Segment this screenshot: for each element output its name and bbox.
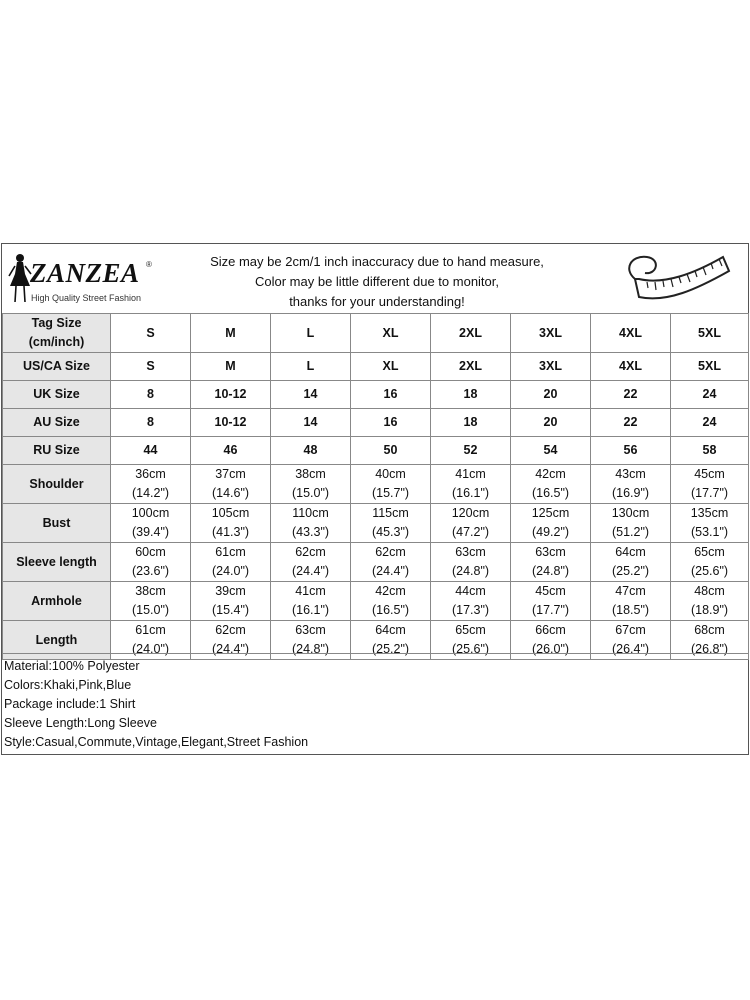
measure-cm: 100cm bbox=[131, 506, 170, 520]
measure-inch: (41.3") bbox=[211, 525, 250, 539]
measure-cm: 125cm bbox=[531, 506, 570, 520]
measure-cell bbox=[351, 543, 431, 582]
size-cell: 48 bbox=[271, 437, 351, 465]
measure-cell bbox=[431, 543, 511, 582]
size-row bbox=[3, 437, 749, 465]
measuring-tape-icon bbox=[617, 249, 737, 307]
size-cell: 46 bbox=[191, 437, 271, 465]
size-cell: 3XL bbox=[511, 353, 591, 381]
measure-cell bbox=[111, 582, 191, 621]
measure-cm: 62cm bbox=[295, 545, 326, 559]
brand-tagline: High Quality Street Fashion bbox=[31, 293, 142, 303]
size-cell: M bbox=[191, 314, 271, 353]
measure-cm: 120cm bbox=[451, 506, 490, 520]
measure-cm: 115cm bbox=[372, 506, 409, 520]
measure-cell bbox=[271, 504, 351, 543]
measure-cm: 41cm bbox=[295, 584, 326, 598]
measure-inch: (17.7") bbox=[531, 603, 570, 617]
measure-cell bbox=[591, 465, 671, 504]
measure-cell bbox=[511, 465, 591, 504]
size-chart bbox=[1, 243, 749, 755]
measure-inch: (24.8") bbox=[451, 564, 490, 578]
measure-inch: (25.2") bbox=[371, 642, 410, 656]
measure-cell bbox=[591, 504, 671, 543]
measure-cm: 62cm bbox=[215, 623, 246, 637]
measure-inch: (26.4") bbox=[611, 642, 650, 656]
measure-cm: 38cm bbox=[135, 584, 166, 598]
measure-cell bbox=[191, 465, 271, 504]
measure-cell bbox=[191, 504, 271, 543]
brand-logo bbox=[6, 252, 156, 307]
measure-inch: (15.7") bbox=[371, 486, 410, 500]
measure-inch: (15.0") bbox=[131, 603, 170, 617]
size-cell: 5XL bbox=[671, 314, 749, 353]
size-cell: 50 bbox=[351, 437, 431, 465]
measure-cell bbox=[191, 543, 271, 582]
measure-inch: (24.4") bbox=[291, 564, 330, 578]
measure-cm: 130cm bbox=[611, 506, 650, 520]
measure-cm: 38cm bbox=[295, 467, 326, 481]
measure-cm: 63cm bbox=[295, 623, 326, 637]
size-cell: 24 bbox=[671, 409, 749, 437]
chart-header bbox=[2, 244, 748, 314]
measure-row bbox=[3, 465, 749, 504]
size-cell: 16 bbox=[351, 409, 431, 437]
measure-cell bbox=[431, 504, 511, 543]
size-cell: 52 bbox=[431, 437, 511, 465]
measure-inch: (24.4") bbox=[371, 564, 410, 578]
measure-inch: (16.9") bbox=[611, 486, 650, 500]
measure-notice bbox=[182, 252, 572, 312]
measure-inch: (39.4") bbox=[131, 525, 170, 539]
measure-inch: (18.5") bbox=[611, 603, 650, 617]
size-cell: S bbox=[111, 353, 191, 381]
measure-cell bbox=[431, 465, 511, 504]
measure-inch: (24.0") bbox=[211, 564, 250, 578]
measure-cm: 66cm bbox=[535, 623, 566, 637]
measure-cm: 65cm bbox=[455, 623, 486, 637]
measure-inch: (26.8") bbox=[690, 642, 729, 656]
measure-inch: (17.3") bbox=[451, 603, 490, 617]
measure-cm: 64cm bbox=[375, 623, 406, 637]
notice-line: thanks for your understanding! bbox=[289, 294, 465, 309]
measure-cm: 39cm bbox=[215, 584, 246, 598]
measure-cm: 47cm bbox=[615, 584, 646, 598]
measure-cell bbox=[671, 582, 749, 621]
measure-cell bbox=[511, 582, 591, 621]
measure-cm: 68cm bbox=[694, 623, 725, 637]
measure-cm: 67cm bbox=[615, 623, 646, 637]
measure-inch: (14.6") bbox=[211, 486, 250, 500]
size-row bbox=[3, 409, 749, 437]
measure-cm: 48cm bbox=[694, 584, 725, 598]
size-cell: 18 bbox=[431, 381, 511, 409]
row-label: Armhole bbox=[3, 582, 111, 621]
measure-inch: (14.2") bbox=[131, 486, 170, 500]
measure-cm: 135cm bbox=[690, 506, 729, 520]
product-details bbox=[2, 653, 748, 752]
measure-inch: (15.0") bbox=[291, 486, 330, 500]
size-cell: 2XL bbox=[431, 314, 511, 353]
row-label: Bust bbox=[3, 504, 111, 543]
measure-cell bbox=[591, 543, 671, 582]
size-cell: 58 bbox=[671, 437, 749, 465]
size-cell: 16 bbox=[351, 381, 431, 409]
measure-inch: (23.6") bbox=[131, 564, 170, 578]
size-cell: M bbox=[191, 353, 271, 381]
size-cell: 56 bbox=[591, 437, 671, 465]
detail-style: Style:Casual,Commute,Vintage,Elegant,Street Fashion bbox=[4, 735, 309, 749]
measure-cell bbox=[671, 504, 749, 543]
measure-cell bbox=[271, 543, 351, 582]
measure-inch: (25.2") bbox=[611, 564, 650, 578]
measure-cm: 40cm bbox=[375, 467, 406, 481]
measure-inch: (24.8") bbox=[291, 642, 330, 656]
measure-cm: 43cm bbox=[615, 467, 646, 481]
measure-cell bbox=[191, 582, 271, 621]
measure-inch: (16.1") bbox=[451, 486, 490, 500]
brand-name: ZANZEA bbox=[30, 258, 140, 288]
row-label: Length bbox=[3, 621, 111, 660]
measure-cell bbox=[671, 543, 749, 582]
measure-cm: 105cm bbox=[211, 506, 250, 520]
size-cell: 54 bbox=[511, 437, 591, 465]
measure-cm: 45cm bbox=[694, 467, 725, 481]
size-cell: 4XL bbox=[591, 353, 671, 381]
size-cell: 10-12 bbox=[191, 381, 271, 409]
measure-cm: 64cm bbox=[615, 545, 646, 559]
measure-row bbox=[3, 543, 749, 582]
detail-sleeve-length: Sleeve Length:Long Sleeve bbox=[4, 716, 157, 730]
detail-colors: Colors:Khaki,Pink,Blue bbox=[4, 678, 132, 692]
row-label: RU Size bbox=[3, 437, 111, 465]
measure-cm: 62cm bbox=[375, 545, 406, 559]
measure-inch: (51.2") bbox=[611, 525, 650, 539]
measure-inch: (18.9") bbox=[690, 603, 729, 617]
row-label: Tag Size (cm/inch) bbox=[3, 314, 111, 353]
size-cell: 44 bbox=[111, 437, 191, 465]
measure-cm: 63cm bbox=[455, 545, 486, 559]
measure-cm: 63cm bbox=[535, 545, 566, 559]
size-cell: 10-12 bbox=[191, 409, 271, 437]
notice-line: Color may be little different due to monitor, bbox=[255, 274, 499, 289]
detail-package: Package include:1 Shirt bbox=[4, 697, 136, 711]
measure-inch: (24.4") bbox=[211, 642, 250, 656]
size-cell: 14 bbox=[271, 409, 351, 437]
measure-cm: 41cm bbox=[455, 467, 486, 481]
measure-cm: 61cm bbox=[215, 545, 246, 559]
size-cell: S bbox=[111, 314, 191, 353]
measure-cell bbox=[351, 504, 431, 543]
measure-row bbox=[3, 504, 749, 543]
measure-cell bbox=[271, 582, 351, 621]
registered-mark: ® bbox=[146, 260, 152, 269]
size-cell: 4XL bbox=[591, 314, 671, 353]
size-row bbox=[3, 314, 749, 353]
measure-inch: (16.5") bbox=[371, 603, 410, 617]
measure-inch: (53.1") bbox=[690, 525, 729, 539]
size-cell: 20 bbox=[511, 381, 591, 409]
notice-line: Size may be 2cm/1 inch inaccuracy due to hand measure, bbox=[210, 254, 544, 269]
measure-cm: 65cm bbox=[694, 545, 725, 559]
size-cell: 22 bbox=[591, 381, 671, 409]
size-cell: XL bbox=[351, 314, 431, 353]
measure-inch: (16.5") bbox=[531, 486, 570, 500]
measure-inch: (43.3") bbox=[291, 525, 330, 539]
size-table bbox=[2, 313, 749, 660]
measure-cm: 42cm bbox=[375, 584, 406, 598]
size-row bbox=[3, 381, 749, 409]
measure-cm: 45cm bbox=[535, 584, 566, 598]
row-label: UK Size bbox=[3, 381, 111, 409]
size-cell: 8 bbox=[111, 409, 191, 437]
size-cell: 2XL bbox=[431, 353, 511, 381]
measure-cm: 60cm bbox=[135, 545, 166, 559]
measure-inch: (24.8") bbox=[531, 564, 570, 578]
measure-inch: (15.4") bbox=[211, 603, 250, 617]
detail-material: Material:100% Polyester bbox=[4, 659, 140, 673]
measure-inch: (25.6") bbox=[690, 564, 729, 578]
measure-cm: 61cm bbox=[135, 623, 166, 637]
measure-cell bbox=[351, 582, 431, 621]
measure-cell bbox=[351, 465, 431, 504]
measure-inch: (49.2") bbox=[531, 525, 570, 539]
measure-cm: 37cm bbox=[215, 467, 246, 481]
size-cell: 5XL bbox=[671, 353, 749, 381]
measure-inch: (24.0") bbox=[131, 642, 170, 656]
measure-inch: (45.3") bbox=[371, 525, 410, 539]
size-cell: 18 bbox=[431, 409, 511, 437]
size-cell: 3XL bbox=[511, 314, 591, 353]
measure-cell bbox=[111, 504, 191, 543]
measure-cell bbox=[271, 465, 351, 504]
measure-cell bbox=[511, 543, 591, 582]
measure-inch: (47.2") bbox=[451, 525, 490, 539]
size-cell: 8 bbox=[111, 381, 191, 409]
measure-cell bbox=[431, 582, 511, 621]
size-cell: 24 bbox=[671, 381, 749, 409]
row-label: AU Size bbox=[3, 409, 111, 437]
row-label: Shoulder bbox=[3, 465, 111, 504]
size-cell: L bbox=[271, 353, 351, 381]
measure-row bbox=[3, 582, 749, 621]
measure-cm: 36cm bbox=[135, 467, 166, 481]
measure-cm: 44cm bbox=[455, 584, 486, 598]
row-label: US/CA Size bbox=[3, 353, 111, 381]
size-cell: 14 bbox=[271, 381, 351, 409]
measure-inch: (25.6") bbox=[451, 642, 490, 656]
measure-cell bbox=[591, 582, 671, 621]
measure-cell bbox=[671, 465, 749, 504]
size-cell: XL bbox=[351, 353, 431, 381]
size-cell: L bbox=[271, 314, 351, 353]
row-label: Sleeve length bbox=[3, 543, 111, 582]
measure-cell bbox=[111, 543, 191, 582]
size-cell: 20 bbox=[511, 409, 591, 437]
measure-cell bbox=[511, 504, 591, 543]
measure-cell bbox=[111, 465, 191, 504]
measure-cm: 42cm bbox=[535, 467, 566, 481]
measure-inch: (17.7") bbox=[690, 486, 729, 500]
measure-cm: 110cm bbox=[292, 506, 329, 520]
size-cell: 22 bbox=[591, 409, 671, 437]
size-row bbox=[3, 353, 749, 381]
measure-inch: (26.0") bbox=[531, 642, 570, 656]
measure-inch: (16.1") bbox=[291, 603, 330, 617]
